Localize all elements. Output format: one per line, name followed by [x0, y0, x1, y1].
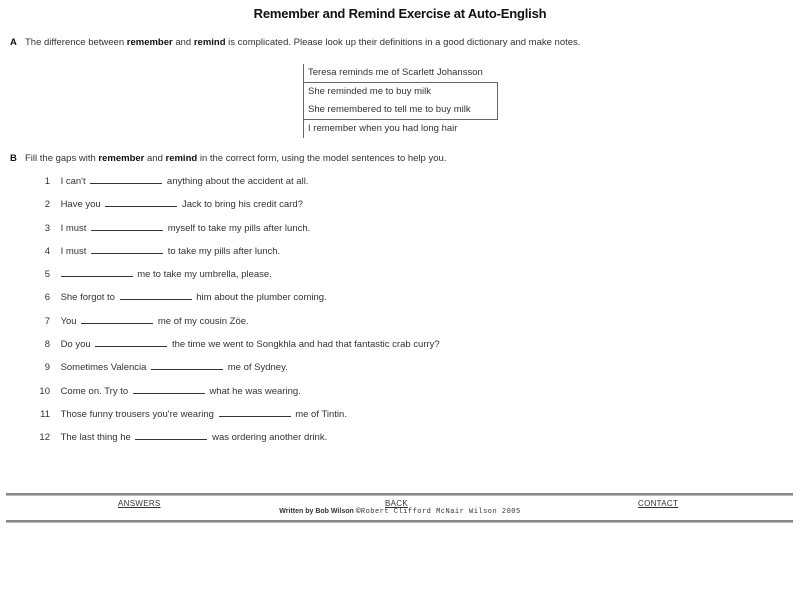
item-text-before: Those funny trousers you're wearing: [60, 408, 214, 420]
item-text-before: Do you: [60, 339, 91, 351]
item-text-after: me to take my umbrella, please.: [137, 269, 272, 281]
exercise-item: [24, 384, 440, 407]
model-sentence: Teresa reminds me of Scarlett Johansson: [308, 67, 483, 78]
item-text-before: The last thing he: [60, 432, 131, 444]
item-text-after: was ordering another drink.: [212, 432, 328, 444]
keyword-remind: remind: [193, 37, 226, 48]
back-link[interactable]: BACK: [385, 499, 408, 508]
item-text-after: me of my cousin Zöe.: [157, 315, 249, 327]
blank-gap: [81, 314, 153, 324]
keyword-remember: remember: [126, 37, 173, 48]
exercise-item: [24, 337, 440, 360]
section-b-instructions: [10, 153, 446, 164]
footer-top-divider: [6, 493, 793, 496]
model-sentence: I remember when you had long hair: [308, 123, 458, 134]
item-text-after: me of Sydney.: [227, 362, 288, 374]
exercise-item: [24, 174, 440, 197]
blank-gap: [91, 244, 163, 254]
item-text-after: the time we went to Songkhla and had that fantastic crab curry?: [171, 339, 440, 351]
item-text-after: Jack to bring his credit card?: [181, 199, 303, 211]
footer-bottom-divider: [6, 520, 793, 523]
item-number: 10: [39, 385, 50, 397]
item-text-before: I can't: [60, 176, 86, 187]
instruction-text: is complicated. Please look up their definitions in a good dictionary and make notes.: [225, 37, 581, 48]
item-number: 12: [39, 432, 50, 444]
answers-link[interactable]: ANSWERS: [118, 499, 161, 508]
exercise-item: [24, 314, 440, 337]
blank-gap: [151, 360, 223, 370]
blank-gap: [95, 337, 167, 347]
author-credit: [0, 508, 800, 516]
exercise-item: [24, 360, 440, 383]
instruction-text: Fill the gaps with: [25, 153, 99, 164]
blank-gap: [135, 430, 207, 440]
item-text-before: Have you: [60, 199, 101, 211]
section-a-letter: A: [10, 37, 17, 48]
model-sentence: She reminded me to buy milk: [308, 86, 432, 97]
item-number: 8: [44, 339, 50, 351]
item-text-before: Sometimes Valencia: [60, 362, 147, 374]
item-text-after: what he was wearing.: [209, 385, 301, 397]
instruction-text: and: [144, 153, 166, 164]
item-text-after: to take my pills after lunch.: [167, 245, 281, 257]
blank-gap: [105, 197, 177, 207]
blank-gap: [120, 290, 192, 300]
item-text-before: She forgot to: [60, 292, 115, 304]
exercise-item: [24, 244, 440, 267]
item-text-after: me of Tintin.: [295, 408, 347, 420]
item-text-before: I must: [60, 245, 87, 257]
exercise-item: [24, 221, 440, 244]
instruction-text: The difference between: [25, 37, 127, 48]
exercise-item: [24, 197, 440, 220]
keyword-remind: remind: [165, 153, 198, 164]
blank-gap: [219, 407, 291, 417]
item-number: 9: [44, 362, 50, 374]
item-number: 5: [44, 269, 50, 281]
item-number: 11: [40, 408, 50, 420]
credit-name: Robert Clifford McNair Wilson 2005: [360, 508, 521, 516]
instruction-text: and: [172, 37, 194, 48]
exercise-item: [24, 407, 440, 430]
item-number: 4: [44, 245, 50, 257]
exercise-item: [24, 430, 440, 453]
page-title: Remember and Remind Exercise at Auto-English: [253, 6, 547, 21]
model-sentences-table: [303, 64, 498, 138]
exercise-item: [24, 290, 440, 313]
exercise-list: [24, 174, 440, 454]
blank-gap: [90, 174, 162, 184]
item-text-after: myself to take my pills after lunch.: [167, 222, 311, 234]
model-sentence: She remembered to tell me to buy milk: [308, 104, 471, 115]
item-number: 6: [44, 292, 50, 304]
item-number: 1: [44, 176, 50, 187]
model-sentences-boxed-group: [304, 82, 498, 120]
contact-link[interactable]: CONTACT: [638, 499, 679, 508]
blank-gap: [133, 384, 205, 394]
blank-gap: [91, 221, 163, 231]
section-a-instructions: [10, 37, 580, 48]
item-text-before: You: [60, 315, 77, 327]
item-text-after: him about the plumber coming.: [196, 292, 327, 304]
item-text-before: I must: [60, 222, 87, 234]
instruction-text: in the correct form, using the model sentences to help you.: [197, 153, 447, 164]
exercise-item: [24, 267, 440, 290]
blank-gap: [61, 267, 133, 277]
credit-prefix: Written by Bob Wilson ©: [279, 508, 361, 515]
item-number: 7: [44, 315, 50, 327]
item-text-before: Come on. Try to: [60, 385, 129, 397]
keyword-remember: remember: [98, 153, 145, 164]
item-text-after: anything about the accident at all.: [166, 176, 309, 187]
item-number: 3: [44, 222, 50, 234]
item-number: 2: [44, 199, 50, 211]
section-b-letter: B: [10, 153, 17, 164]
